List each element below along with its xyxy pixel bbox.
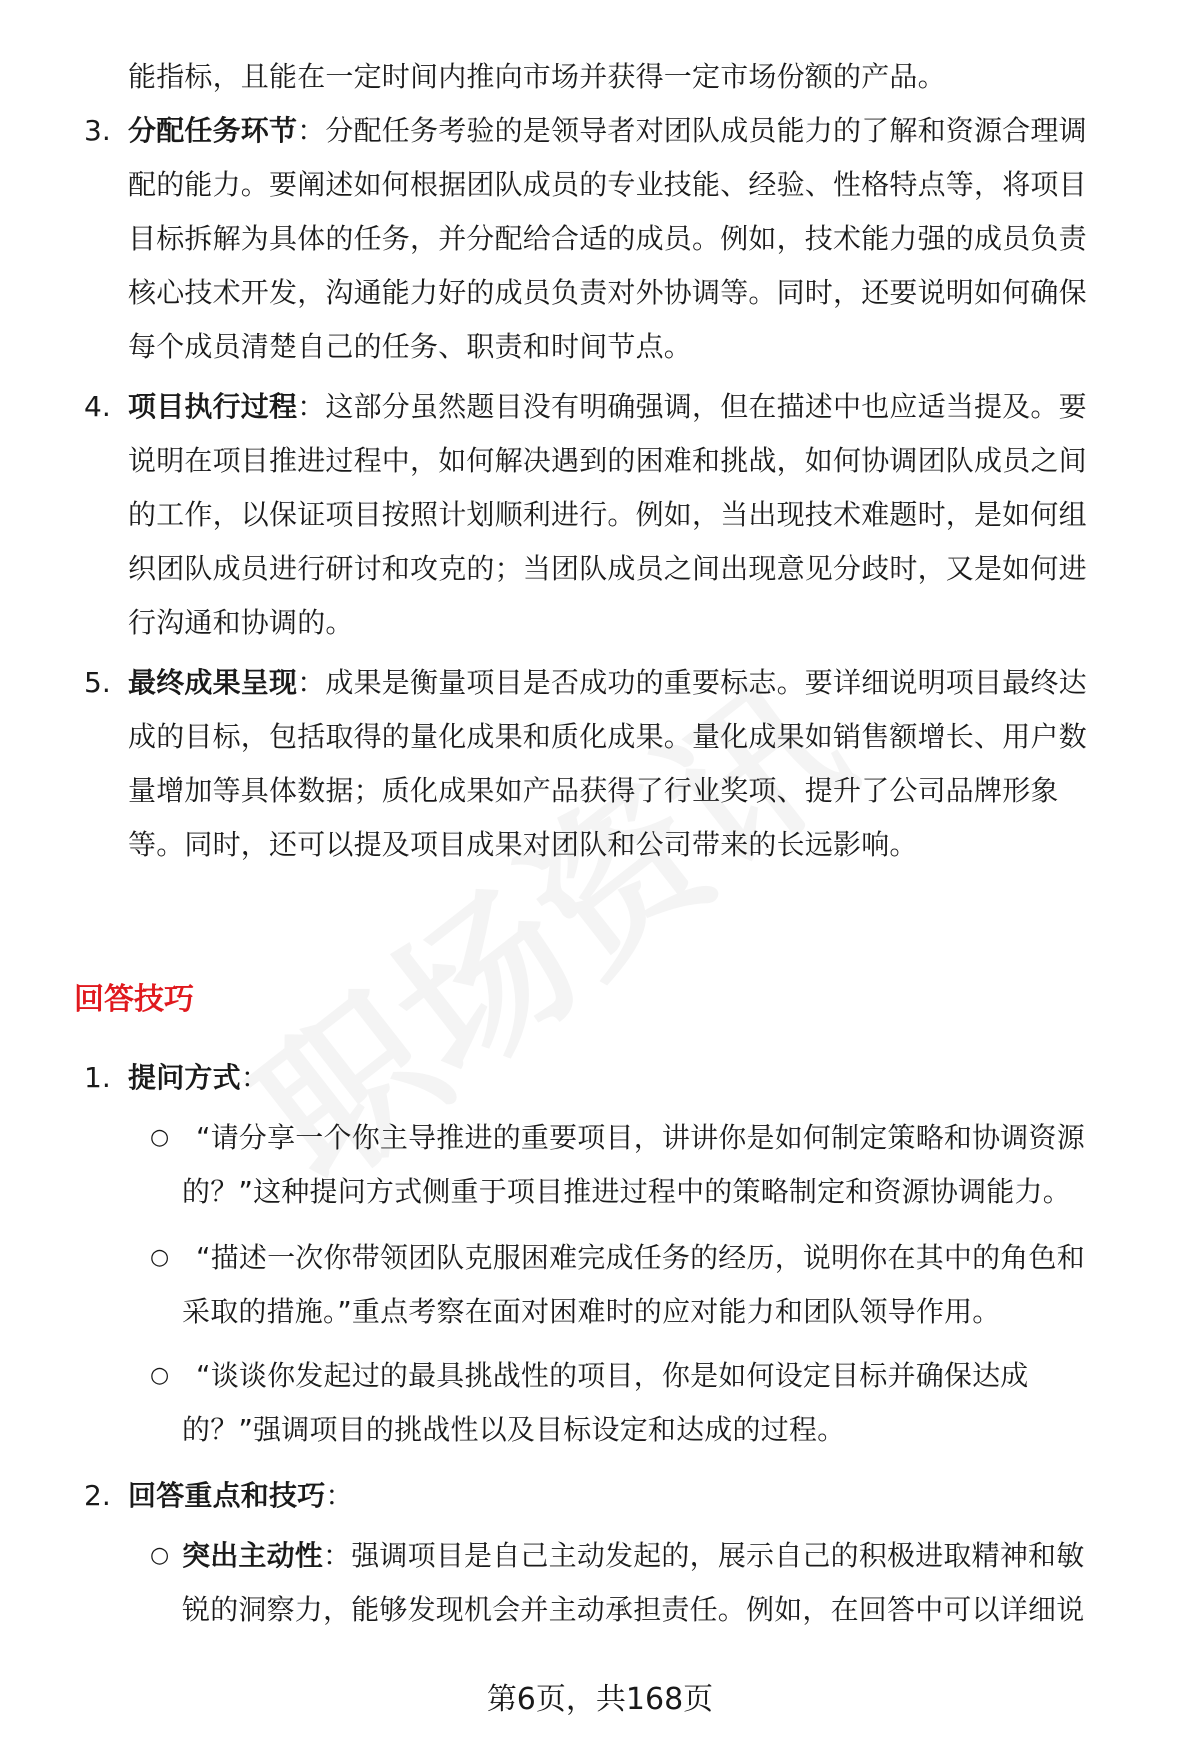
paragraph-line: 项目执行过程：这部分虽然题目没有明确强调，但在描述中也应适当提及。要 [128, 390, 1087, 423]
bullet-icon: ○ [150, 1363, 170, 1388]
paragraph-line: 目标拆解为具体的任务，并分配给合适的成员。例如，技术能力强的成员负责 [128, 222, 1087, 255]
bullet-line: 突出主动性：强调项目是自己主动发起的，展示自己的积极进取精神和敏 [182, 1539, 1085, 1572]
bullet-line: 的？”强调项目的挑战性以及目标设定和达成的过程。 [182, 1413, 846, 1446]
bullet-line: “描述一次你带领团队克服困难完成任务的经历，说明你在其中的角色和 [196, 1241, 1085, 1274]
bullet-icon: ○ [150, 1543, 170, 1568]
list-number: 5. [84, 666, 111, 699]
list-number: 2. [84, 1479, 111, 1512]
page-footer: 第6页，共168页 [486, 1682, 714, 1717]
item-title: 回答重点和技巧 [128, 1479, 326, 1512]
bullet-icon: ○ [150, 1125, 170, 1150]
bullet-line: 的？”这种提问方式侧重于项目推进过程中的策略制定和资源协调能力。 [182, 1175, 1071, 1208]
paragraph-line: 量增加等具体数据；质化成果如产品获得了行业奖项、提升了公司品牌形象 [128, 774, 1059, 807]
paragraph-line: 说明在项目推进过程中，如何解决遇到的困难和挑战，如何协调团队成员之间 [128, 444, 1087, 477]
bullet-icon: ○ [150, 1245, 170, 1270]
paragraph-line: 成的目标，包括取得的量化成果和质化成果。量化成果如销售额增长、用户数 [128, 720, 1087, 753]
paragraph-line: 核心技术开发，沟通能力好的成员负责对外协调等。同时，还要说明如何确保 [128, 276, 1087, 309]
paragraph-line: 能指标，且能在一定时间内推向市场并获得一定市场份额的产品。 [128, 60, 946, 93]
item-title: 分配任务环节 [128, 114, 298, 147]
list-number: 4. [84, 390, 111, 423]
bullet-title: 突出主动性 [182, 1539, 324, 1572]
list-number: 1. [84, 1061, 111, 1094]
bullet-line: 锐的洞察力，能够发现机会并主动承担责任。例如，在回答中可以详细说 [182, 1593, 1085, 1626]
paragraph-line: 每个成员清楚自己的任务、职责和时间节点。 [128, 330, 693, 363]
paragraph-line: 回答重点和技巧： [128, 1479, 354, 1512]
bullet-line: “请分享一个你主导推进的重要项目，讲讲你是如何制定策略和协调资源 [196, 1121, 1085, 1154]
paragraph-line: 行沟通和协调的。 [128, 606, 354, 639]
paragraph-line: 织团队成员进行研讨和攻克的；当团队成员之间出现意见分歧时，又是如何进 [128, 552, 1087, 585]
item-title: 最终成果呈现 [128, 666, 298, 699]
bullet-line: “谈谈你发起过的最具挑战性的项目，你是如何设定目标并确保达成 [196, 1359, 1029, 1392]
watermark [201, 418, 1140, 1227]
paragraph-line: 分配任务环节：分配任务考验的是领导者对团队成员能力的了解和资源合理调 [128, 114, 1087, 147]
paragraph-line: 配的能力。要阐述如何根据团队成员的专业技能、经验、性格特点等，将项目 [128, 168, 1087, 201]
paragraph-line: 的工作，以保证项目按照计划顺利进行。例如，当出现技术难题时，是如何组 [128, 498, 1087, 531]
item-title: 项目执行过程 [128, 390, 298, 423]
item-title: 提问方式 [128, 1061, 241, 1094]
paragraph-line: 提问方式： [128, 1061, 270, 1094]
paragraph-line: 最终成果呈现：成果是衡量项目是否成功的重要标志。要详细说明项目最终达 [128, 666, 1087, 699]
paragraph-line: 等。同时，还可以提及项目成果对团队和公司带来的长远影响。 [128, 828, 918, 861]
list-number: 3. [84, 114, 111, 147]
section-heading: 回答技巧 [74, 982, 194, 1017]
bullet-line: 采取的措施。”重点考察在面对困难时的应对能力和团队领导作用。 [182, 1295, 1001, 1328]
